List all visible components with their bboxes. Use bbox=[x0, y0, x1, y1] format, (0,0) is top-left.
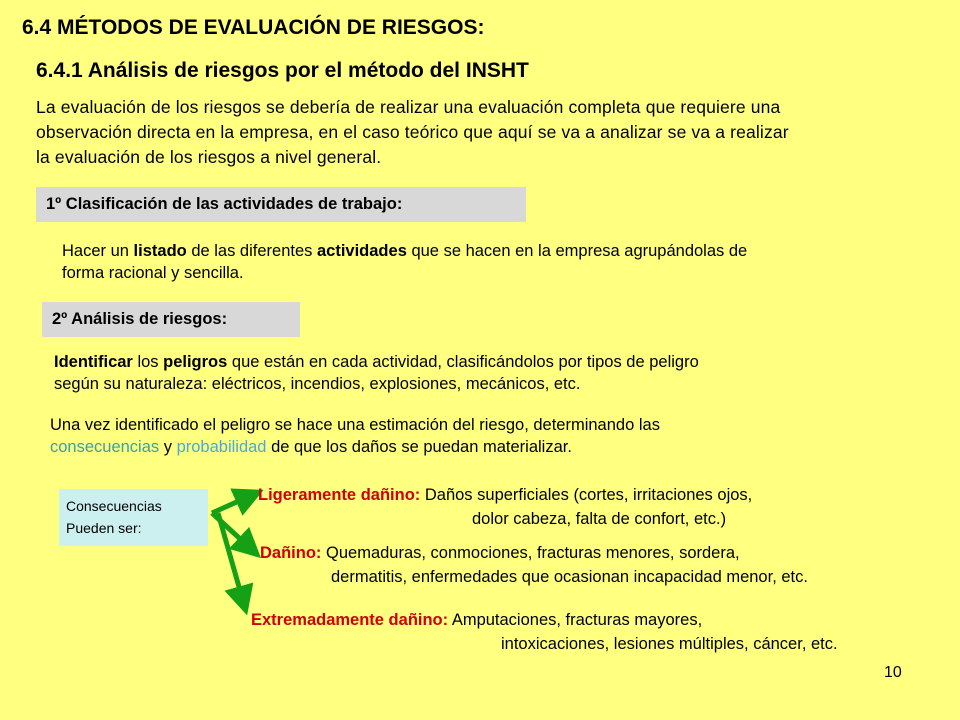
text: Hacer un bbox=[62, 242, 134, 260]
intro-line: la evaluación de los riesgos a nivel general. bbox=[36, 147, 382, 167]
probabilidad-term: probabilidad bbox=[176, 438, 267, 456]
bold-text: Identificar bbox=[54, 353, 133, 371]
step1-line: forma racional y sencilla. bbox=[62, 264, 244, 282]
text: que se hacen en la empresa agrupándolas de bbox=[406, 242, 748, 260]
arrow-to-extremadamente bbox=[218, 513, 243, 601]
consequence-item-1 bbox=[258, 484, 752, 507]
consequences-box-line: Pueden ser: bbox=[66, 520, 142, 536]
consequence-item-2 bbox=[260, 542, 740, 565]
bold-text: actividades bbox=[316, 242, 407, 260]
text: los bbox=[132, 353, 164, 371]
section-subtitle: 6.4.1 Análisis de riesgos por el método del INSHT bbox=[36, 59, 529, 82]
page-title: 6.4 MÉTODOS DE EVALUACIÓN DE RIESGOS: bbox=[22, 16, 485, 39]
text: de las diferentes bbox=[186, 242, 317, 260]
consequence-text: Amputaciones, fracturas mayores, bbox=[448, 611, 703, 629]
page-number: 10 bbox=[884, 664, 902, 681]
consequence-label: Extremadamente dañino: bbox=[251, 611, 449, 629]
consequence-label: Dañino: bbox=[260, 544, 322, 562]
consequence-text: Quemaduras, conmociones, fracturas menores, sordera, bbox=[321, 544, 740, 562]
text: y bbox=[159, 438, 177, 456]
consecuencias-term: consecuencias bbox=[50, 438, 160, 456]
consequence-text: Daños superficiales (cortes, irritaciones ojos, bbox=[420, 486, 753, 504]
intro-line: La evaluación de los riesgos se debería de realizar una evaluación completa que requiere una bbox=[36, 97, 781, 117]
arrow-to-ligeramente bbox=[212, 496, 250, 513]
consequence-item-3 bbox=[251, 609, 702, 632]
step2-line: según su naturaleza: eléctricos, incendios, explosiones, mecánicos, etc. bbox=[54, 375, 581, 393]
consequence-item-1-cont: dolor cabeza, falta de confort, etc.) bbox=[472, 510, 727, 528]
step2-line: Una vez identificado el peligro se hace una estimación del riesgo, determinando las bbox=[50, 416, 660, 434]
step1-title: 1º Clasificación de las actividades de trabajo: bbox=[46, 195, 403, 213]
intro-line: observación directa en la empresa, en el caso teórico que aquí se va a analizar se va a realizar bbox=[36, 122, 789, 142]
consequence-item-2-cont: dermatitis, enfermedades que ocasionan incapacidad menor, etc. bbox=[331, 568, 808, 586]
consequence-item-3-cont: intoxicaciones, lesiones múltiples, cáncer, etc. bbox=[501, 635, 838, 653]
bold-text: peligros bbox=[163, 353, 228, 371]
consequence-label: Ligeramente dañino: bbox=[258, 486, 421, 504]
consequences-box-line: Consecuencias bbox=[66, 498, 162, 514]
text: de que los daños se puedan materializar. bbox=[266, 438, 572, 456]
step2-title: 2º Análisis de riesgos: bbox=[52, 310, 228, 328]
bold-text: listado bbox=[133, 242, 187, 260]
text: que están en cada actividad, clasificándolos por tipos de peligro bbox=[227, 353, 699, 371]
